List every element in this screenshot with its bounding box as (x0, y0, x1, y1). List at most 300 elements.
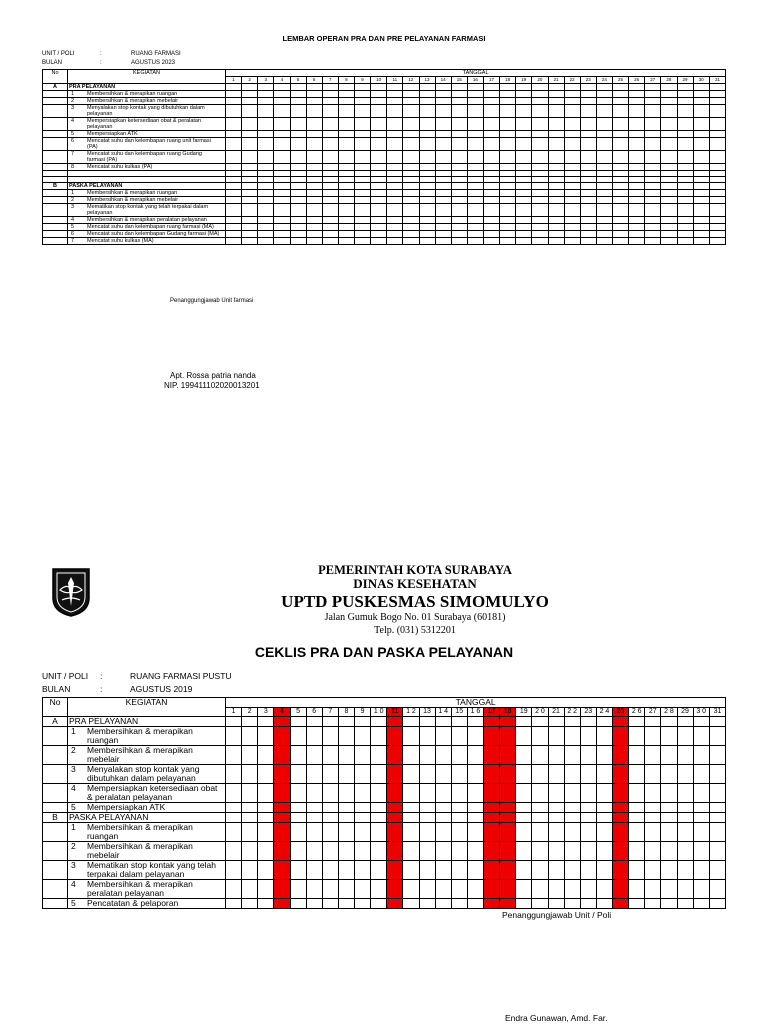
check-cell-day-27[interactable] (645, 164, 661, 171)
check-cell-day-26[interactable] (629, 118, 645, 131)
check-cell-day-11[interactable] (387, 880, 403, 899)
check-cell-day-11[interactable] (387, 231, 403, 238)
check-cell-day-29[interactable] (677, 204, 693, 217)
check-cell-day-31[interactable] (709, 231, 725, 238)
check-cell-day-28[interactable] (661, 231, 677, 238)
check-cell-day-5[interactable] (290, 197, 306, 204)
check-cell-day-8[interactable] (338, 131, 354, 138)
check-cell-day-17[interactable] (484, 84, 500, 91)
check-cell-day-7[interactable] (322, 717, 338, 727)
check-cell-day-28[interactable] (661, 880, 677, 899)
check-cell-day-8[interactable] (338, 138, 354, 151)
check-cell-day-28[interactable] (661, 151, 677, 164)
check-cell-day-31[interactable] (709, 131, 725, 138)
check-cell-day-22[interactable] (564, 98, 580, 105)
check-cell-day-17[interactable] (484, 190, 500, 197)
check-cell-day-22[interactable] (564, 190, 580, 197)
check-cell-day-4[interactable] (274, 164, 290, 171)
check-cell-day-31[interactable] (709, 746, 726, 765)
check-cell-day-31[interactable] (709, 238, 725, 245)
check-cell-day-2[interactable] (242, 813, 258, 823)
check-cell-day-26[interactable] (629, 197, 645, 204)
check-cell-day-18[interactable] (500, 784, 516, 803)
check-cell-day-30[interactable] (693, 238, 709, 245)
check-cell-day-9[interactable] (355, 138, 371, 151)
check-cell-day-12[interactable] (403, 138, 419, 151)
check-cell-day-23[interactable] (580, 224, 596, 231)
check-cell-day-16[interactable] (467, 151, 483, 164)
check-cell-day-23[interactable] (580, 813, 596, 823)
check-cell-day-22[interactable] (564, 727, 580, 746)
check-cell-day-2[interactable] (242, 803, 258, 813)
check-cell-day-20[interactable] (532, 197, 548, 204)
check-cell-day-21[interactable] (548, 899, 564, 909)
check-cell-day-1[interactable] (226, 190, 242, 197)
check-cell-day-20[interactable] (532, 746, 548, 765)
check-cell-day-11[interactable] (387, 765, 403, 784)
check-cell-day-1[interactable] (226, 899, 242, 909)
check-cell-day-28[interactable] (661, 823, 677, 842)
check-cell-day-10[interactable] (371, 217, 387, 224)
check-cell-day-23[interactable] (580, 183, 596, 190)
check-cell-day-2[interactable] (242, 717, 258, 727)
check-cell-day-27[interactable] (645, 803, 661, 813)
check-cell-day-19[interactable] (516, 842, 532, 861)
check-cell-day-21[interactable] (548, 138, 564, 151)
check-cell-day-17[interactable] (484, 231, 500, 238)
check-cell-day-2[interactable] (242, 105, 258, 118)
check-cell-day-25[interactable] (613, 164, 629, 171)
check-cell-day-12[interactable] (403, 842, 419, 861)
check-cell-day-29[interactable] (677, 84, 693, 91)
check-cell-day-10[interactable] (371, 231, 387, 238)
check-cell-day-17[interactable] (484, 238, 500, 245)
check-cell-day-29[interactable] (677, 138, 693, 151)
check-cell-day-11[interactable] (387, 204, 403, 217)
check-cell-day-19[interactable] (516, 861, 532, 880)
check-cell-day-8[interactable] (338, 717, 354, 727)
check-cell-day-17[interactable] (484, 842, 500, 861)
check-cell-day-14[interactable] (435, 842, 451, 861)
check-cell-day-3[interactable] (258, 138, 274, 151)
check-cell-day-19[interactable] (516, 164, 532, 171)
check-cell-day-2[interactable] (242, 842, 258, 861)
check-cell-day-26[interactable] (629, 131, 645, 138)
check-cell-day-13[interactable] (419, 217, 435, 224)
check-cell-day-4[interactable] (274, 746, 290, 765)
check-cell-day-13[interactable] (419, 183, 435, 190)
check-cell-day-6[interactable] (306, 224, 322, 231)
check-cell-day-21[interactable] (548, 91, 564, 98)
check-cell-day-29[interactable] (677, 727, 693, 746)
check-cell-day-9[interactable] (355, 238, 371, 245)
check-cell-day-10[interactable] (371, 151, 387, 164)
check-cell-day-14[interactable] (435, 823, 451, 842)
check-cell-day-6[interactable] (306, 813, 322, 823)
check-cell-day-14[interactable] (435, 105, 451, 118)
check-cell-day-17[interactable] (484, 899, 500, 909)
check-cell-day-12[interactable] (403, 717, 419, 727)
check-cell-day-26[interactable] (629, 813, 645, 823)
check-cell-day-22[interactable] (564, 217, 580, 224)
check-cell-day-31[interactable] (709, 197, 725, 204)
check-cell-day-16[interactable] (467, 880, 483, 899)
check-cell-day-30[interactable] (693, 803, 709, 813)
check-cell-day-12[interactable] (403, 84, 419, 91)
check-cell-day-26[interactable] (629, 138, 645, 151)
check-cell-day-11[interactable] (387, 105, 403, 118)
check-cell-day-1[interactable] (226, 238, 242, 245)
check-cell-day-3[interactable] (258, 131, 274, 138)
check-cell-day-13[interactable] (419, 238, 435, 245)
check-cell-day-8[interactable] (338, 803, 354, 813)
check-cell-day-25[interactable] (613, 784, 629, 803)
check-cell-day-11[interactable] (387, 717, 403, 727)
check-cell-day-9[interactable] (355, 717, 371, 727)
check-cell-day-13[interactable] (419, 190, 435, 197)
check-cell-day-24[interactable] (596, 842, 612, 861)
check-cell-day-12[interactable] (403, 98, 419, 105)
check-cell-day-24[interactable] (596, 784, 612, 803)
check-cell-day-9[interactable] (355, 98, 371, 105)
check-cell-day-16[interactable] (467, 842, 483, 861)
check-cell-day-25[interactable] (613, 861, 629, 880)
check-cell-day-26[interactable] (629, 105, 645, 118)
check-cell-day-4[interactable] (274, 98, 290, 105)
check-cell-day-28[interactable] (661, 765, 677, 784)
check-cell-day-18[interactable] (500, 98, 516, 105)
check-cell-day-18[interactable] (500, 138, 516, 151)
check-cell-day-10[interactable] (371, 784, 387, 803)
check-cell-day-8[interactable] (338, 746, 354, 765)
check-cell-day-17[interactable] (484, 784, 500, 803)
check-cell-day-21[interactable] (548, 784, 564, 803)
check-cell-day-2[interactable] (242, 823, 258, 842)
check-cell-day-29[interactable] (677, 224, 693, 231)
check-cell-day-13[interactable] (419, 91, 435, 98)
check-cell-day-12[interactable] (403, 803, 419, 813)
check-cell-day-22[interactable] (564, 899, 580, 909)
check-cell-day-22[interactable] (564, 823, 580, 842)
check-cell-day-17[interactable] (484, 880, 500, 899)
check-cell-day-3[interactable] (258, 899, 274, 909)
check-cell-day-23[interactable] (580, 118, 596, 131)
check-cell-day-26[interactable] (629, 880, 645, 899)
check-cell-day-17[interactable] (484, 91, 500, 98)
check-cell-day-21[interactable] (548, 842, 564, 861)
check-cell-day-30[interactable] (693, 224, 709, 231)
check-cell-day-2[interactable] (242, 197, 258, 204)
check-cell-day-24[interactable] (596, 803, 612, 813)
check-cell-day-28[interactable] (661, 105, 677, 118)
check-cell-day-13[interactable] (419, 823, 435, 842)
check-cell-day-23[interactable] (580, 765, 596, 784)
check-cell-day-31[interactable] (709, 784, 726, 803)
check-cell-day-15[interactable] (451, 823, 467, 842)
check-cell-day-21[interactable] (548, 880, 564, 899)
check-cell-day-12[interactable] (403, 105, 419, 118)
check-cell-day-25[interactable] (613, 84, 629, 91)
check-cell-day-20[interactable] (532, 803, 548, 813)
check-cell-day-23[interactable] (580, 151, 596, 164)
check-cell-day-15[interactable] (451, 899, 467, 909)
check-cell-day-6[interactable] (306, 823, 322, 842)
check-cell-day-6[interactable] (306, 880, 322, 899)
check-cell-day-21[interactable] (548, 204, 564, 217)
check-cell-day-18[interactable] (500, 105, 516, 118)
check-cell-day-7[interactable] (322, 861, 338, 880)
check-cell-day-20[interactable] (532, 880, 548, 899)
check-cell-day-5[interactable] (290, 238, 306, 245)
check-cell-day-26[interactable] (629, 765, 645, 784)
check-cell-day-8[interactable] (338, 823, 354, 842)
check-cell-day-11[interactable] (387, 823, 403, 842)
check-cell-day-1[interactable] (226, 803, 242, 813)
check-cell-day-1[interactable] (226, 105, 242, 118)
check-cell-day-6[interactable] (306, 151, 322, 164)
check-cell-day-18[interactable] (500, 823, 516, 842)
check-cell-day-21[interactable] (548, 231, 564, 238)
check-cell-day-26[interactable] (629, 183, 645, 190)
check-cell-day-11[interactable] (387, 899, 403, 909)
check-cell-day-1[interactable] (226, 183, 242, 190)
check-cell-day-4[interactable] (274, 861, 290, 880)
check-cell-day-21[interactable] (548, 803, 564, 813)
check-cell-day-9[interactable] (355, 746, 371, 765)
check-cell-day-4[interactable] (274, 183, 290, 190)
check-cell-day-14[interactable] (435, 746, 451, 765)
check-cell-day-15[interactable] (451, 231, 467, 238)
check-cell-day-1[interactable] (226, 131, 242, 138)
check-cell-day-25[interactable] (613, 204, 629, 217)
check-cell-day-12[interactable] (403, 899, 419, 909)
check-cell-day-27[interactable] (645, 717, 661, 727)
check-cell-day-24[interactable] (596, 813, 612, 823)
check-cell-day-15[interactable] (451, 118, 467, 131)
check-cell-day-15[interactable] (451, 861, 467, 880)
check-cell-day-5[interactable] (290, 164, 306, 171)
check-cell-day-14[interactable] (435, 224, 451, 231)
check-cell-day-31[interactable] (709, 204, 725, 217)
check-cell-day-19[interactable] (516, 746, 532, 765)
check-cell-day-22[interactable] (564, 861, 580, 880)
check-cell-day-19[interactable] (516, 84, 532, 91)
check-cell-day-21[interactable] (548, 151, 564, 164)
check-cell-day-19[interactable] (516, 204, 532, 217)
check-cell-day-3[interactable] (258, 746, 274, 765)
check-cell-day-5[interactable] (290, 717, 306, 727)
check-cell-day-8[interactable] (338, 880, 354, 899)
check-cell-day-23[interactable] (580, 105, 596, 118)
check-cell-day-1[interactable] (226, 98, 242, 105)
check-cell-day-9[interactable] (355, 190, 371, 197)
check-cell-day-15[interactable] (451, 803, 467, 813)
check-cell-day-7[interactable] (322, 84, 338, 91)
check-cell-day-27[interactable] (645, 813, 661, 823)
check-cell-day-4[interactable] (274, 842, 290, 861)
check-cell-day-10[interactable] (371, 727, 387, 746)
check-cell-day-30[interactable] (693, 842, 709, 861)
check-cell-day-11[interactable] (387, 803, 403, 813)
check-cell-day-27[interactable] (645, 765, 661, 784)
check-cell-day-14[interactable] (435, 183, 451, 190)
check-cell-day-1[interactable] (226, 823, 242, 842)
check-cell-day-25[interactable] (613, 746, 629, 765)
check-cell-day-9[interactable] (355, 204, 371, 217)
check-cell-day-21[interactable] (548, 131, 564, 138)
check-cell-day-31[interactable] (709, 217, 725, 224)
check-cell-day-27[interactable] (645, 118, 661, 131)
check-cell-day-28[interactable] (661, 164, 677, 171)
check-cell-day-9[interactable] (355, 197, 371, 204)
check-cell-day-12[interactable] (403, 746, 419, 765)
check-cell-day-8[interactable] (338, 217, 354, 224)
check-cell-day-19[interactable] (516, 717, 532, 727)
check-cell-day-17[interactable] (484, 823, 500, 842)
check-cell-day-17[interactable] (484, 746, 500, 765)
check-cell-day-5[interactable] (290, 803, 306, 813)
check-cell-day-6[interactable] (306, 217, 322, 224)
check-cell-day-3[interactable] (258, 727, 274, 746)
check-cell-day-14[interactable] (435, 197, 451, 204)
check-cell-day-29[interactable] (677, 823, 693, 842)
check-cell-day-24[interactable] (596, 899, 612, 909)
check-cell-day-24[interactable] (596, 238, 612, 245)
check-cell-day-17[interactable] (484, 717, 500, 727)
check-cell-day-13[interactable] (419, 98, 435, 105)
check-cell-day-7[interactable] (322, 842, 338, 861)
check-cell-day-9[interactable] (355, 217, 371, 224)
check-cell-day-24[interactable] (596, 131, 612, 138)
check-cell-day-1[interactable] (226, 231, 242, 238)
check-cell-day-12[interactable] (403, 880, 419, 899)
check-cell-day-10[interactable] (371, 84, 387, 91)
check-cell-day-19[interactable] (516, 238, 532, 245)
check-cell-day-8[interactable] (338, 899, 354, 909)
check-cell-day-30[interactable] (693, 717, 709, 727)
check-cell-day-15[interactable] (451, 151, 467, 164)
check-cell-day-25[interactable] (613, 813, 629, 823)
check-cell-day-10[interactable] (371, 118, 387, 131)
check-cell-day-20[interactable] (532, 823, 548, 842)
check-cell-day-10[interactable] (371, 183, 387, 190)
check-cell-day-19[interactable] (516, 91, 532, 98)
check-cell-day-16[interactable] (467, 204, 483, 217)
check-cell-day-13[interactable] (419, 204, 435, 217)
check-cell-day-5[interactable] (290, 138, 306, 151)
check-cell-day-22[interactable] (564, 204, 580, 217)
check-cell-day-29[interactable] (677, 861, 693, 880)
check-cell-day-24[interactable] (596, 183, 612, 190)
check-cell-day-2[interactable] (242, 91, 258, 98)
check-cell-day-19[interactable] (516, 197, 532, 204)
check-cell-day-27[interactable] (645, 823, 661, 842)
check-cell-day-16[interactable] (467, 899, 483, 909)
check-cell-day-8[interactable] (338, 813, 354, 823)
check-cell-day-17[interactable] (484, 138, 500, 151)
check-cell-day-27[interactable] (645, 224, 661, 231)
check-cell-day-4[interactable] (274, 91, 290, 98)
check-cell-day-1[interactable] (226, 717, 242, 727)
check-cell-day-4[interactable] (274, 899, 290, 909)
check-cell-day-21[interactable] (548, 746, 564, 765)
check-cell-day-7[interactable] (322, 746, 338, 765)
check-cell-day-31[interactable] (709, 717, 726, 727)
check-cell-day-17[interactable] (484, 765, 500, 784)
check-cell-day-10[interactable] (371, 842, 387, 861)
check-cell-day-4[interactable] (274, 880, 290, 899)
check-cell-day-25[interactable] (613, 880, 629, 899)
check-cell-day-6[interactable] (306, 784, 322, 803)
check-cell-day-8[interactable] (338, 151, 354, 164)
check-cell-day-7[interactable] (322, 813, 338, 823)
check-cell-day-26[interactable] (629, 238, 645, 245)
check-cell-day-18[interactable] (500, 164, 516, 171)
check-cell-day-5[interactable] (290, 231, 306, 238)
check-cell-day-28[interactable] (661, 118, 677, 131)
check-cell-day-14[interactable] (435, 204, 451, 217)
check-cell-day-19[interactable] (516, 880, 532, 899)
check-cell-day-4[interactable] (274, 138, 290, 151)
check-cell-day-12[interactable] (403, 217, 419, 224)
check-cell-day-29[interactable] (677, 717, 693, 727)
check-cell-day-15[interactable] (451, 765, 467, 784)
check-cell-day-9[interactable] (355, 842, 371, 861)
check-cell-day-10[interactable] (371, 899, 387, 909)
check-cell-day-2[interactable] (242, 190, 258, 197)
check-cell-day-18[interactable] (500, 880, 516, 899)
check-cell-day-21[interactable] (548, 813, 564, 823)
check-cell-day-25[interactable] (613, 197, 629, 204)
check-cell-day-27[interactable] (645, 151, 661, 164)
check-cell-day-3[interactable] (258, 823, 274, 842)
check-cell-day-24[interactable] (596, 765, 612, 784)
check-cell-day-4[interactable] (274, 765, 290, 784)
check-cell-day-9[interactable] (355, 183, 371, 190)
check-cell-day-22[interactable] (564, 183, 580, 190)
check-cell-day-13[interactable] (419, 151, 435, 164)
check-cell-day-25[interactable] (613, 823, 629, 842)
check-cell-day-21[interactable] (548, 183, 564, 190)
check-cell-day-26[interactable] (629, 151, 645, 164)
check-cell-day-5[interactable] (290, 98, 306, 105)
check-cell-day-6[interactable] (306, 98, 322, 105)
check-cell-day-30[interactable] (693, 813, 709, 823)
check-cell-day-17[interactable] (484, 197, 500, 204)
check-cell-day-12[interactable] (403, 224, 419, 231)
check-cell-day-24[interactable] (596, 138, 612, 151)
check-cell-day-3[interactable] (258, 91, 274, 98)
check-cell-day-31[interactable] (709, 91, 725, 98)
check-cell-day-4[interactable] (274, 717, 290, 727)
check-cell-day-29[interactable] (677, 813, 693, 823)
check-cell-day-15[interactable] (451, 84, 467, 91)
check-cell-day-25[interactable] (613, 98, 629, 105)
check-cell-day-30[interactable] (693, 217, 709, 224)
check-cell-day-15[interactable] (451, 746, 467, 765)
check-cell-day-23[interactable] (580, 138, 596, 151)
check-cell-day-12[interactable] (403, 190, 419, 197)
check-cell-day-4[interactable] (274, 197, 290, 204)
check-cell-day-29[interactable] (677, 899, 693, 909)
check-cell-day-13[interactable] (419, 746, 435, 765)
check-cell-day-12[interactable] (403, 197, 419, 204)
check-cell-day-6[interactable] (306, 238, 322, 245)
check-cell-day-31[interactable] (709, 151, 725, 164)
check-cell-day-13[interactable] (419, 813, 435, 823)
check-cell-day-24[interactable] (596, 151, 612, 164)
check-cell-day-7[interactable] (322, 197, 338, 204)
